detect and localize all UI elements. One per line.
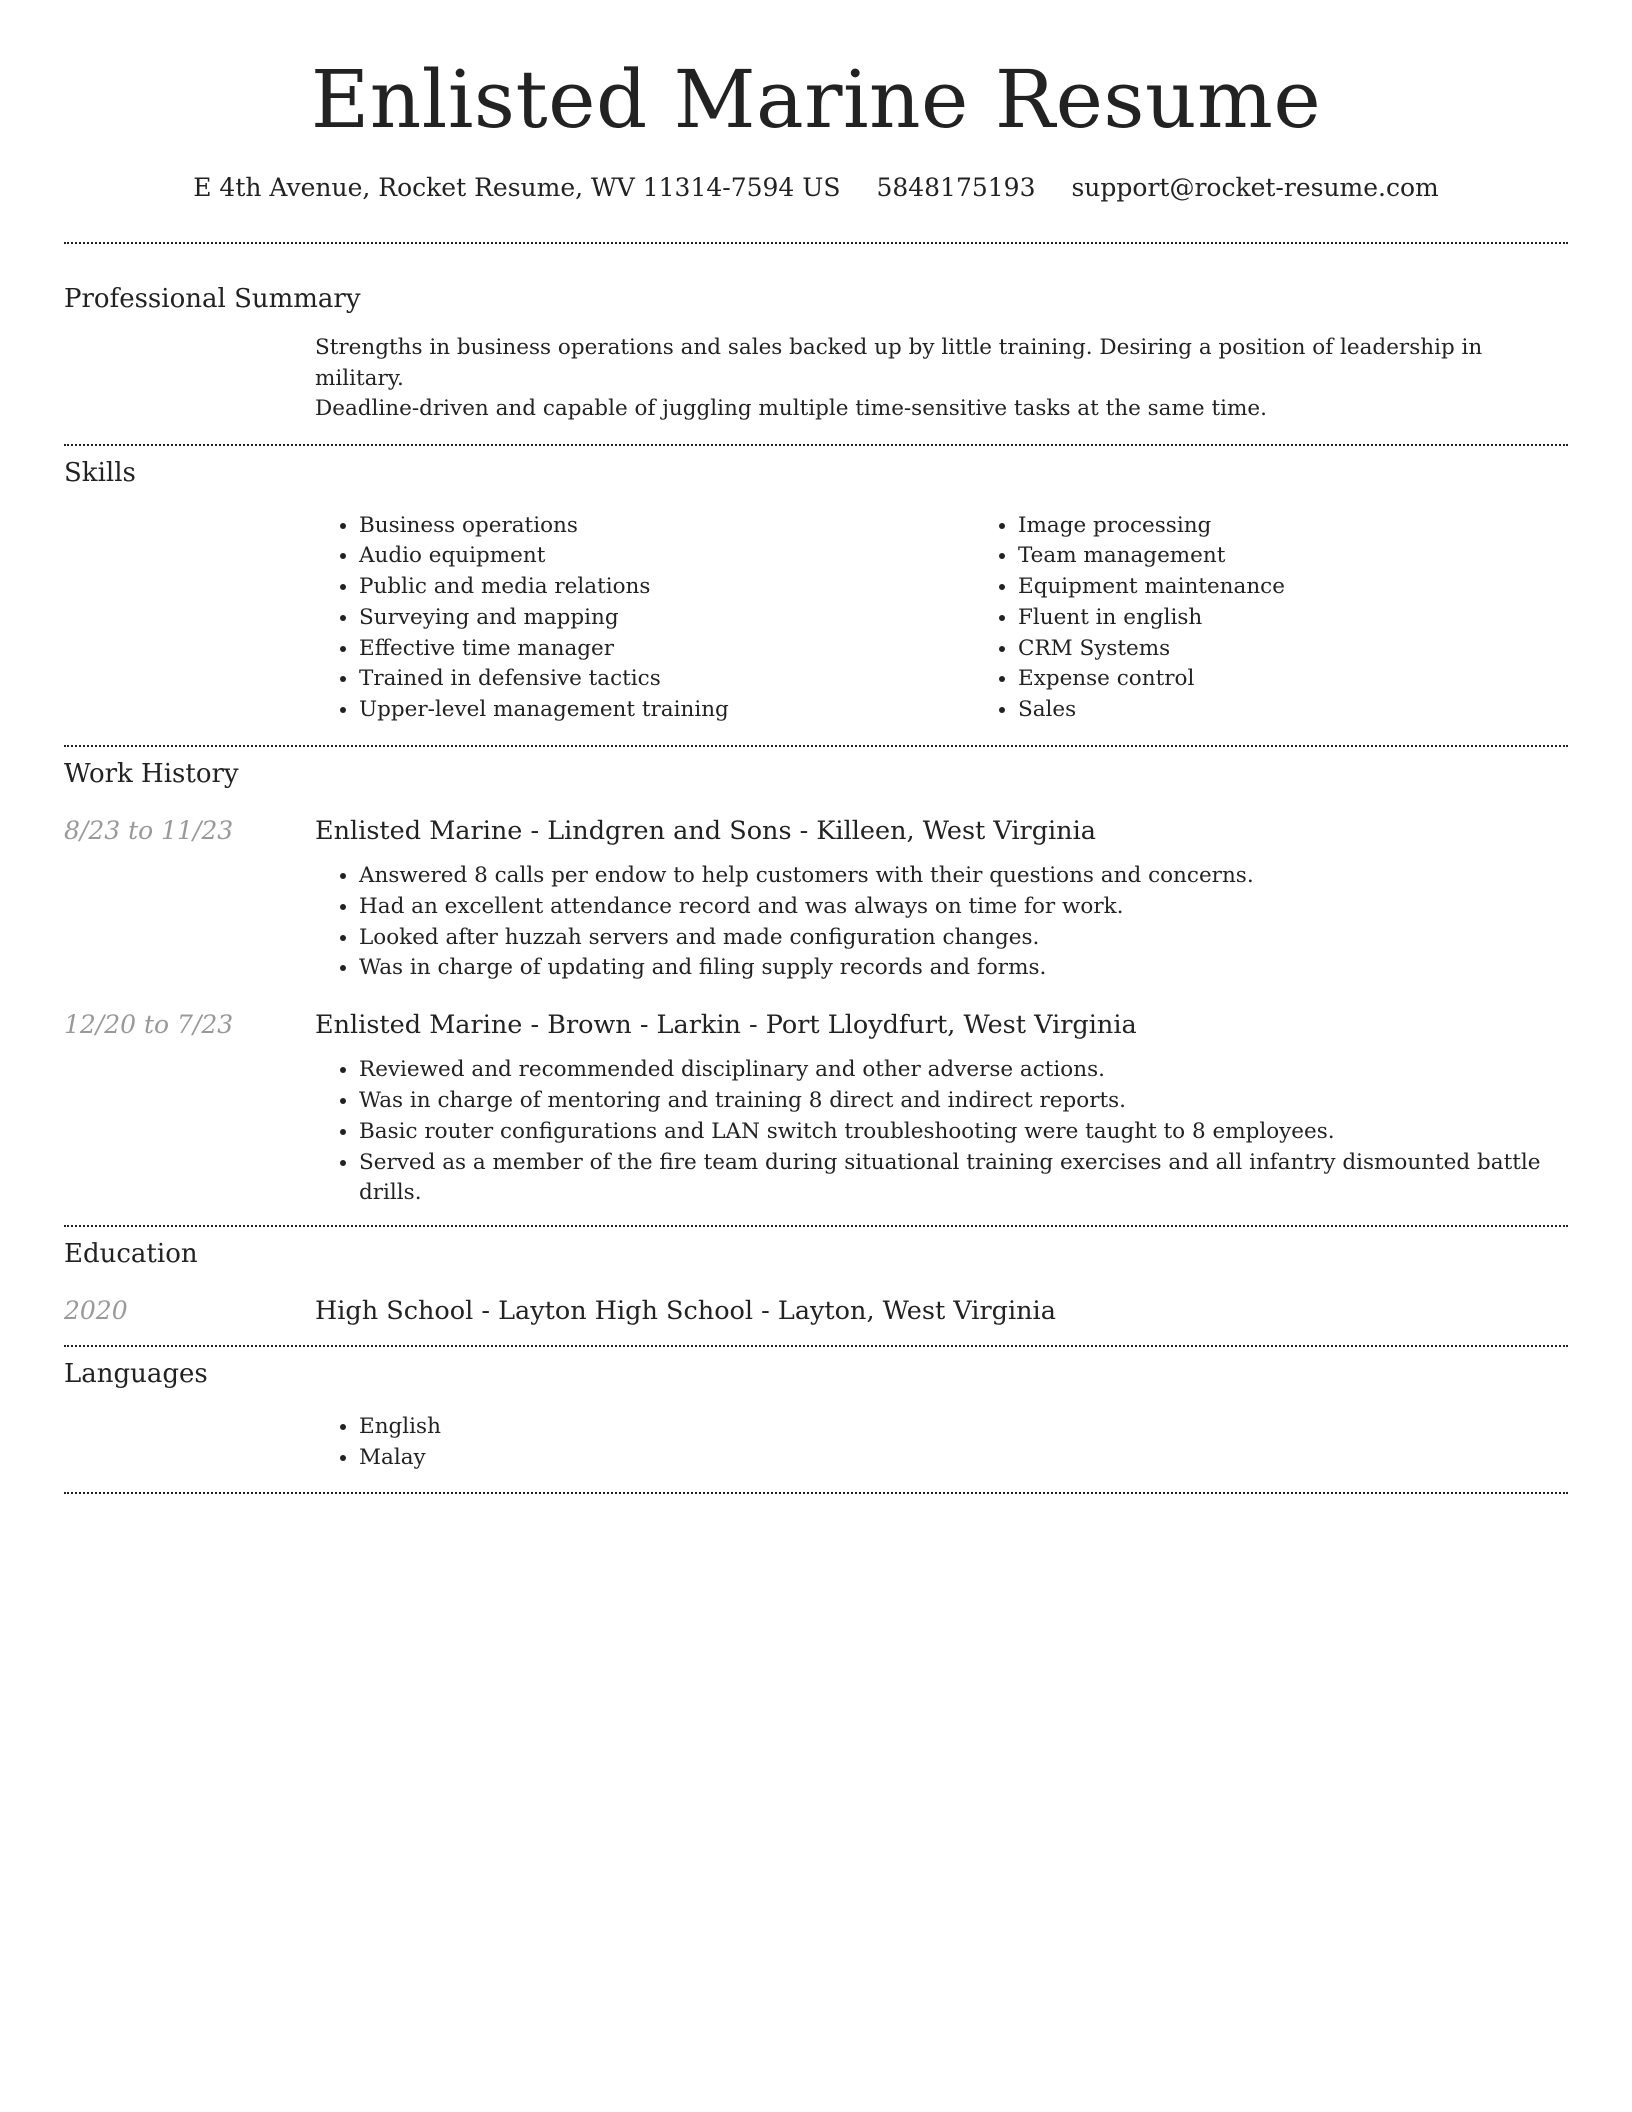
summary-text: [315, 333, 1568, 425]
list-item: • Trained in defensive tactics: [359, 664, 974, 695]
languages-divider: [64, 1492, 1568, 1494]
summary-row: [64, 333, 1568, 425]
list-item: • Looked after huzzah servers and made configuration changes.: [359, 923, 1568, 954]
work-divider: [64, 1225, 1568, 1227]
header-divider: [64, 242, 1568, 244]
summary-line-2: Deadline-driven and capable of juggling multiple time-sensitive tasks at the same time.: [315, 396, 1267, 421]
languages-body: [315, 1412, 1568, 1474]
list-item: • Business operations: [359, 511, 974, 542]
job-entry: [64, 815, 1568, 984]
languages-section-title: Languages: [64, 1359, 208, 1390]
list-item: • Sales: [1018, 695, 1632, 726]
list-item: • Effective time manager: [359, 634, 974, 665]
resume-title: Enlisted Marine Resume: [310, 53, 1322, 146]
list-item: • Expense control: [1018, 664, 1632, 695]
skills-list-left: [315, 511, 974, 727]
education-body: [315, 1295, 1568, 1327]
resume-page: [64, 0, 1568, 1494]
languages-list: [315, 1412, 1568, 1474]
languages-row: [64, 1412, 1568, 1474]
education-year: 2020: [64, 1296, 128, 1326]
skills-list-right: [974, 511, 1632, 727]
education-entry: [64, 1295, 1568, 1327]
job-entry: [64, 1009, 1568, 1209]
education-section-title: Education: [64, 1239, 198, 1270]
list-item: • Basic router configurations and LAN switch troubleshooting were taught to 8 employees.: [359, 1117, 1568, 1148]
job-bullets: [315, 1055, 1568, 1209]
list-item: • Had an excellent attendance record and was always on time for work.: [359, 892, 1568, 923]
list-item: • Surveying and mapping: [359, 603, 974, 634]
skills-divider: [64, 745, 1568, 747]
skills-date-spacer: [64, 511, 315, 727]
skills-row: [64, 511, 1568, 727]
list-item: • Reviewed and recommended disciplinary and other adverse actions.: [359, 1055, 1568, 1086]
list-item: • Team management: [1018, 541, 1632, 572]
work-section-title: Work History: [64, 759, 239, 790]
job-heading: Enlisted Marine - Brown - Larkin - Port Lloydfurt, West Virginia: [315, 1010, 1137, 1041]
list-item: • Audio equipment: [359, 541, 974, 572]
summary-line-1: Strengths in business operations and sales backed up by little training. Desiring a position of leadership in military.: [315, 335, 1483, 391]
list-item: • Malay: [359, 1443, 1568, 1474]
summary-divider: [64, 444, 1568, 446]
job-heading: Enlisted Marine - Lindgren and Sons - Killeen, West Virginia: [315, 816, 1096, 847]
list-item: • Was in charge of mentoring and training 8 direct and indirect reports.: [359, 1086, 1568, 1117]
contact-phone: 5848175193: [876, 173, 1036, 202]
list-item: • Equipment maintenance: [1018, 572, 1632, 603]
languages-date-spacer: [64, 1412, 315, 1474]
list-item: • Upper-level management training: [359, 695, 974, 726]
contact-email: support@rocket-resume.com: [1071, 173, 1439, 202]
education-divider: [64, 1345, 1568, 1347]
skills-section-title: Skills: [64, 457, 136, 488]
list-item: • English: [359, 1412, 1568, 1443]
list-item: • Fluent in english: [1018, 603, 1632, 634]
list-item: • Answered 8 calls per endow to help customers with their questions and concerns.: [359, 861, 1568, 892]
list-item: • CRM Systems: [1018, 634, 1632, 665]
contact-line: [64, 172, 1568, 204]
job-dates: 8/23 to 11/23: [64, 816, 234, 846]
job-bullets: [315, 861, 1568, 984]
job-dates: 12/20 to 7/23: [64, 1010, 234, 1040]
skills-lists: [315, 511, 1632, 727]
summary-date-spacer: [64, 333, 315, 425]
job-body: [315, 1009, 1568, 1209]
contact-address: E 4th Avenue, Rocket Resume, WV 11314-7594 US: [193, 173, 841, 202]
list-item: • Served as a member of the fire team during situational training exercises and all infantry dismounted battle drills.: [359, 1148, 1568, 1210]
summary-section-title: Professional Summary: [64, 284, 361, 314]
list-item: • Was in charge of updating and filing supply records and forms.: [359, 953, 1568, 984]
job-body: [315, 815, 1568, 984]
list-item: • Image processing: [1018, 511, 1632, 542]
education-heading: High School - Layton High School - Layton, West Virginia: [315, 1296, 1056, 1327]
list-item: • Public and media relations: [359, 572, 974, 603]
